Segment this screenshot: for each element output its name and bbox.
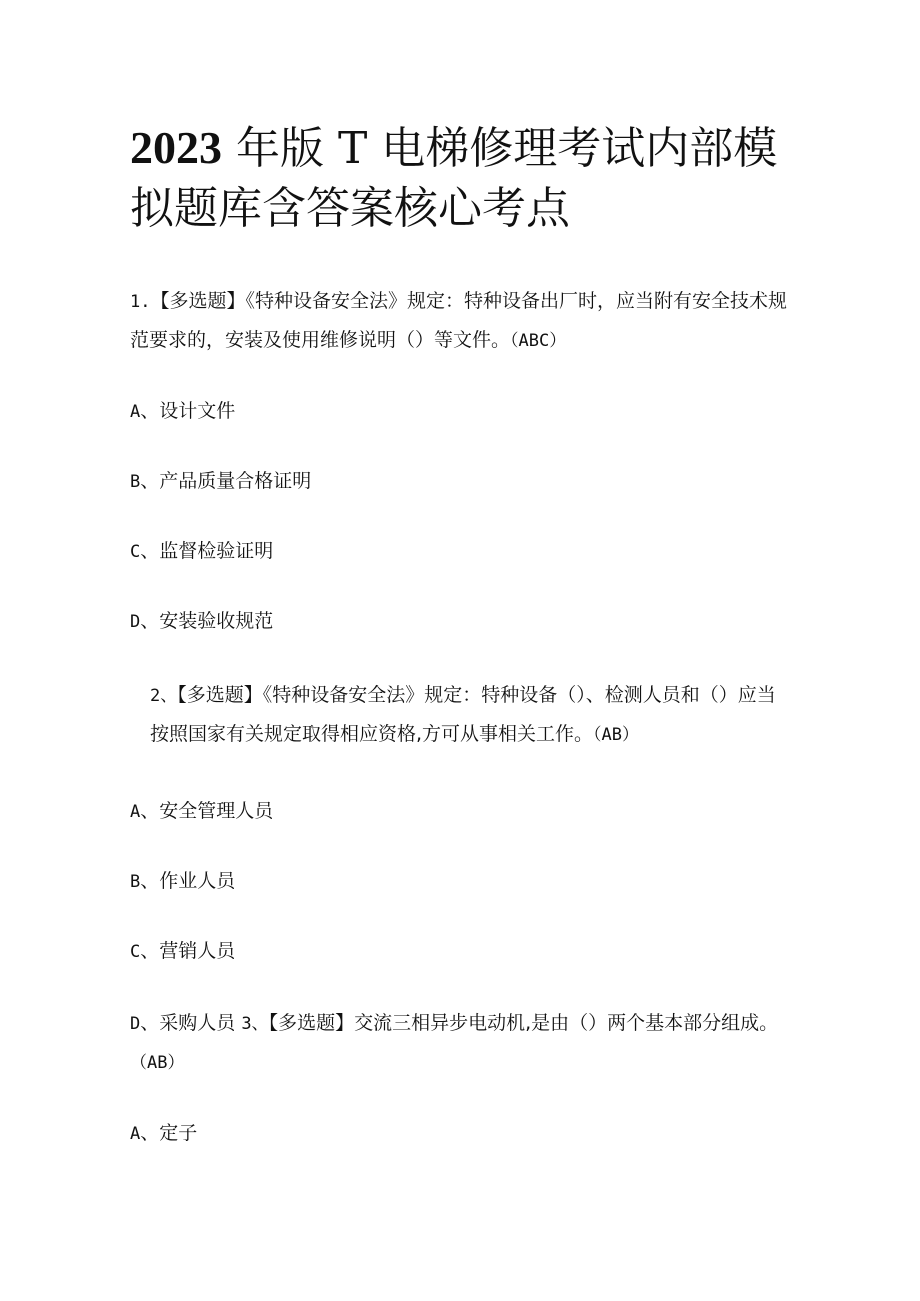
option-b: [130, 462, 790, 500]
option-a: [130, 1114, 790, 1152]
title-text: 年版 T 电梯修理考试内部模拟题库含答案核心考点: [130, 123, 778, 234]
option-letter: D: [130, 1014, 141, 1034]
question-number: 2、: [150, 686, 178, 706]
option-c: [130, 532, 790, 570]
option-letter: D: [130, 612, 141, 632]
question-3: [130, 1004, 790, 1152]
option-separator: 、: [140, 470, 160, 492]
option-letter: A: [130, 802, 141, 822]
option-separator: 、: [140, 800, 160, 822]
option-separator: 、: [140, 610, 160, 632]
question-2-options: [130, 792, 790, 970]
question-text: 【多选题】《特种设备安全法》规定：特种设备出厂时，应当附有安全技术规范要求的，安装及使用维修说明（）等文件。: [130, 290, 787, 351]
question-2-stem: [150, 676, 790, 754]
option-text: 作业人员: [159, 870, 236, 892]
question-text: 【多选题】交流三相异步电动机,是由（）两个基本部分组成。: [268, 1012, 779, 1034]
option-text: 产品质量合格证明: [159, 470, 312, 492]
option-text: 设计文件: [159, 400, 236, 422]
option-d: [130, 602, 790, 640]
option-a: [130, 392, 790, 430]
question-1-stem: [130, 282, 790, 360]
option-text: 监督检验证明: [159, 540, 274, 562]
option-separator: 、: [140, 1122, 160, 1144]
option-separator: 、: [140, 400, 160, 422]
question-2: [150, 676, 790, 754]
question-text: 【多选题】《特种设备安全法》规定：特种设备（）、检测人员和（）应当按照国家有关规定取得相应资格,方可从事相关工作。: [150, 684, 776, 745]
option-text: 定子: [159, 1122, 198, 1144]
option-a: [130, 792, 790, 830]
question-1: [130, 282, 790, 640]
question-answer: （ABC）: [510, 331, 567, 351]
option-separator: 、: [140, 1012, 160, 1034]
question-3-stem: [130, 1004, 790, 1082]
question-answer: （AB）: [593, 725, 640, 745]
option-letter: B: [130, 872, 141, 892]
title-number: 2023: [130, 122, 222, 173]
option-letter: C: [130, 542, 141, 562]
option-separator: 、: [140, 540, 160, 562]
question-number: 1.: [130, 292, 151, 312]
option-text: 营销人员: [159, 940, 236, 962]
question-number: 3、: [241, 1014, 269, 1034]
option-separator: 、: [140, 870, 160, 892]
option-text: 采购人员: [159, 1012, 242, 1034]
option-letter: B: [130, 472, 141, 492]
option-text: 安全管理人员: [159, 800, 274, 822]
option-separator: 、: [140, 940, 160, 962]
option-b: [130, 862, 790, 900]
option-letter: C: [130, 942, 141, 962]
option-text: 安装验收规范: [159, 610, 274, 632]
question-answer: （AB）: [130, 1053, 185, 1073]
option-letter: A: [130, 1124, 141, 1144]
option-letter: A: [130, 402, 141, 422]
document-title: [130, 118, 810, 239]
option-c: [130, 932, 790, 970]
